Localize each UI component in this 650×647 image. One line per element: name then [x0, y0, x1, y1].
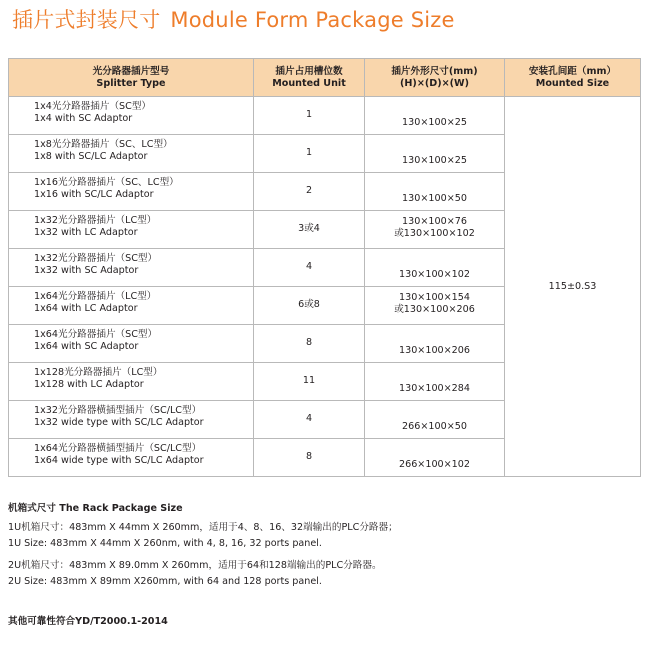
- mounted-unit-cell: 4: [254, 401, 365, 439]
- splitter-type-cell: 1x64光分路器横插型插片（SC/LC型） 1x64 wide type with SC/LC Adaptor: [9, 439, 254, 477]
- reliability-note: 其他可靠性符合YD/T2000.1-2014: [8, 616, 168, 627]
- dimension-cell: 266×100×102: [365, 439, 505, 477]
- splitter-type-cell: 1x32光分路器插片（LC型） 1x32 with LC Adaptor: [9, 211, 254, 249]
- dimension-cell: 130×100×102: [365, 249, 505, 287]
- dimension-cell: 266×100×50: [365, 401, 505, 439]
- splitter-type-cell: 1x8光分路器插片（SC、LC型） 1x8 with SC/LC Adaptor: [9, 135, 254, 173]
- mounted-size-cell: 115±0.S3: [505, 97, 641, 477]
- mounted-unit-cell: 2: [254, 173, 365, 211]
- mounted-unit-cell: 8: [254, 325, 365, 363]
- rack-2u-en: 2U Size: 483mm X 89mm X260mm, with 64 and 128 ports panel.: [8, 576, 322, 587]
- splitter-type-cell: 1x64光分路器插片（SC型） 1x64 with SC Adaptor: [9, 325, 254, 363]
- dimension-cell: 130×100×25: [365, 135, 505, 173]
- splitter-type-cell: 1x32光分路器插片（SC型） 1x32 with SC Adaptor: [9, 249, 254, 287]
- table-row: [9, 97, 641, 135]
- page-title-en: Module Form Package Size: [170, 8, 455, 32]
- dimension-cell: 130×100×154 或130×100×206: [365, 287, 505, 325]
- mounted-unit-cell: 6或8: [254, 287, 365, 325]
- splitter-type-cell: 1x64光分路器插片（LC型） 1x64 with LC Adaptor: [9, 287, 254, 325]
- dimension-cell: 130×100×206: [365, 325, 505, 363]
- dimension-cell: 130×100×50: [365, 173, 505, 211]
- dimension-cell: 130×100×76 或130×100×102: [365, 211, 505, 249]
- dimension-cell: 130×100×284: [365, 363, 505, 401]
- splitter-type-cell: 1x32光分路器横插型插片（SC/LC型） 1x32 wide type with SC/LC Adaptor: [9, 401, 254, 439]
- rack-1u-cn: 1U机箱尺寸：483mm X 44mm X 260mm，适用于4、8、16、32端输出的PLC分路器；: [8, 522, 398, 533]
- rack-1u-en: 1U Size: 483mm X 44mm X 260nm, with 4, 8, 16, 32 ports panel.: [8, 538, 322, 549]
- header-mounted-size: 安装孔间距（mm） Mounted Size: [505, 59, 641, 97]
- dimension-cell: 130×100×25: [365, 97, 505, 135]
- header-mounted-unit: 插片占用槽位数 Mounted Unit: [254, 59, 365, 97]
- mounted-unit-cell: 8: [254, 439, 365, 477]
- rack-size-heading: 机箱式尺寸 The Rack Package Size: [8, 503, 183, 514]
- mounted-unit-cell: 1: [254, 97, 365, 135]
- mounted-unit-cell: 4: [254, 249, 365, 287]
- table-header-row: [9, 59, 641, 97]
- rack-2u-cn: 2U机箱尺寸：483mm X 89.0mm X 260mm，适用于64和128端输出的PLC分路器。: [8, 560, 382, 571]
- splitter-type-cell: 1x16光分路器插片（SC、LC型） 1x16 with SC/LC Adaptor: [9, 173, 254, 211]
- header-dimensions: 插片外形尺寸(mm) (H)×(D)×(W): [365, 59, 505, 97]
- page-title: [12, 4, 455, 34]
- mounted-unit-cell: 3或4: [254, 211, 365, 249]
- module-size-table: [8, 58, 641, 477]
- mounted-unit-cell: 11: [254, 363, 365, 401]
- mounted-unit-cell: 1: [254, 135, 365, 173]
- page-title-cn: 插片式封装尺寸: [12, 8, 161, 32]
- header-splitter-type: 光分路器插片型号 Splitter Type: [9, 59, 254, 97]
- splitter-type-cell: 1x4光分路器插片（SC型） 1x4 with SC Adaptor: [9, 97, 254, 135]
- splitter-type-cell: 1x128光分路器插片（LC型） 1x128 with LC Adaptor: [9, 363, 254, 401]
